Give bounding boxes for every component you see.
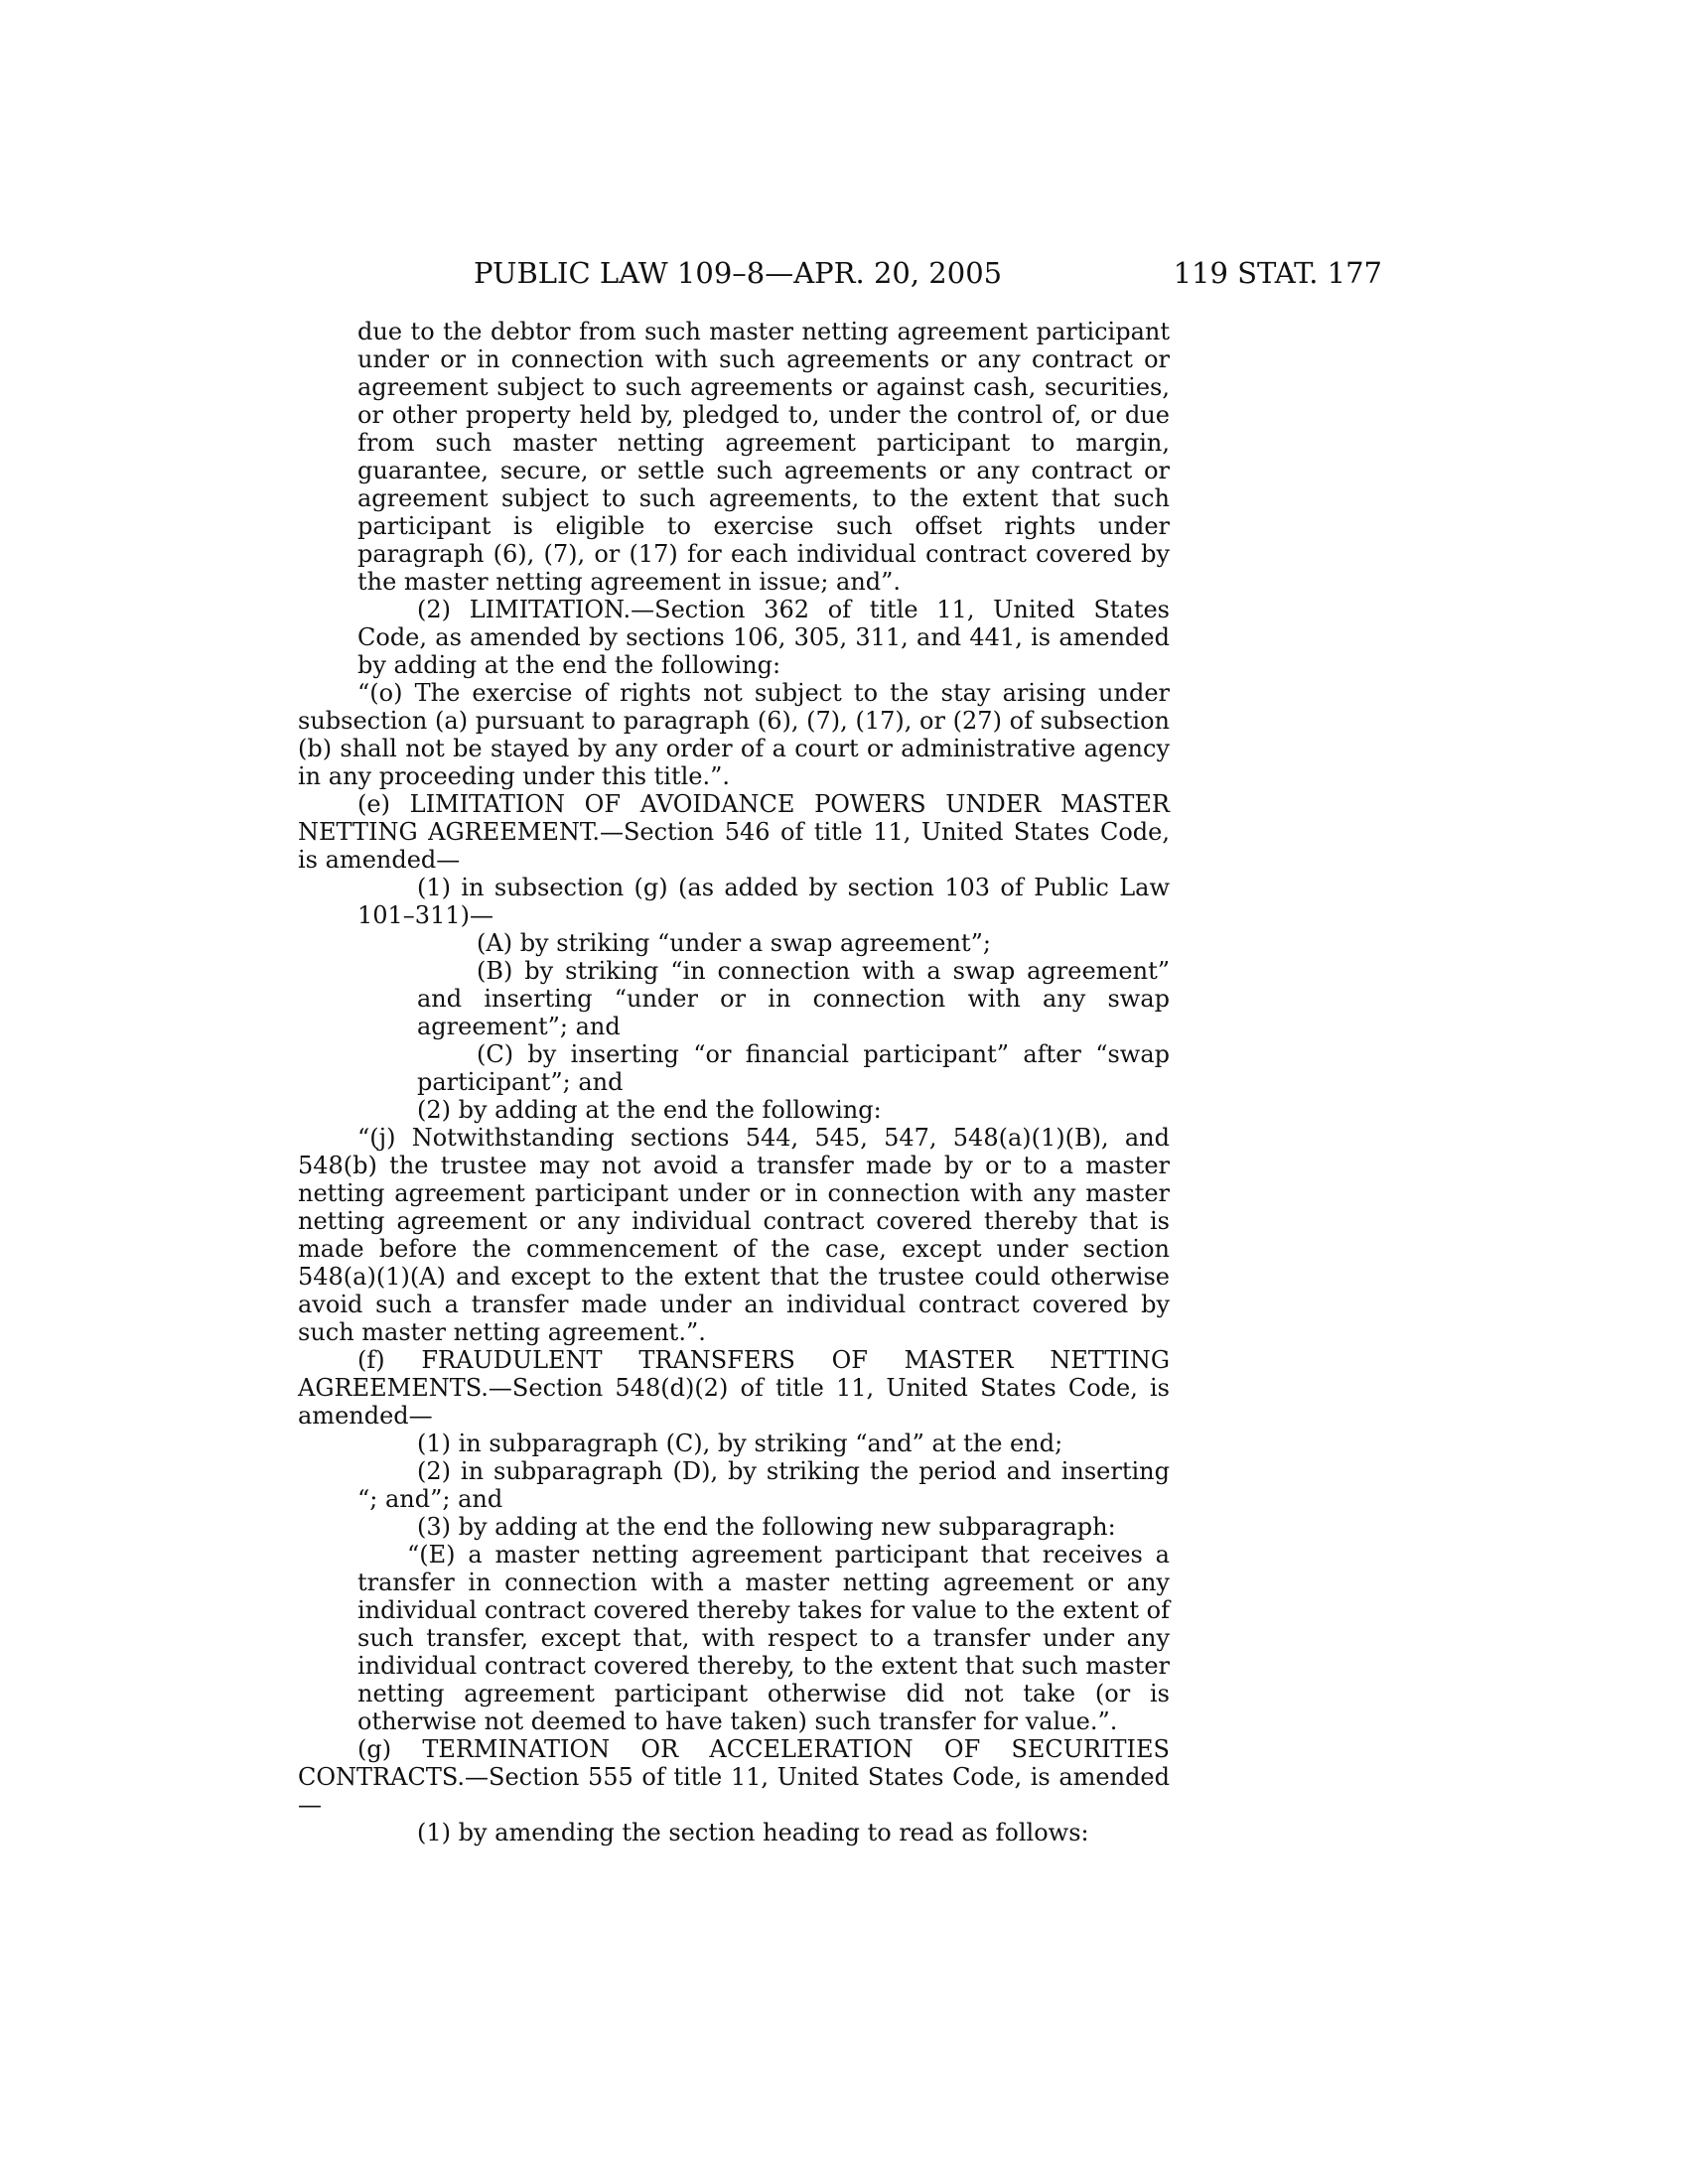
paragraph-f-1: (1) in subparagraph (C), by striking “and” at the end; (417, 1430, 1063, 1457)
document-body (298, 318, 1170, 1846)
paragraph-section-f: (f) FRAUDULENT TRANSFERS OF MASTER NETTING AGREEMENTS.—Section 548(d)(2) of title 11, United States Code, is amended— (298, 1346, 1170, 1430)
paragraph-quoted-j: “(j) Notwithstanding sections 544, 545, 547, 548(a)(1)(B), and 548(b) the trustee may not avoid a transfer made by or to a master netting agreement participant under or in connection with any master netting agreement or any individual contract covered thereby that is made before the commencement of the case, except under section 548(a)(1)(A) and except to the extent that the trustee could otherwise avoid such a transfer made under an individual contract covered by such master netting agreement.”. (298, 1124, 1170, 1346)
paragraph-section-g: (g) TERMINATION OR ACCELERATION OF SECURITIES CONTRACTS.—Section 555 of title 11, United States Code, is amended— (298, 1735, 1170, 1819)
paragraph-section-e: (e) LIMITATION OF AVOIDANCE POWERS UNDER MASTER NETTING AGREEMENT.—Section 546 of title 11, United States Code, is amended— (298, 790, 1170, 874)
paragraph-quoted-E: “(E) a master netting agreement participant that receives a transfer in connection with a master netting agreement or any individual contract covered thereby takes for value to the extent of such transfer, except that, with respect to a transfer under any individual contract covered thereby, to the extent that such master netting agreement participant otherwise did not take (or is otherwise not deemed to have taken) such transfer for value.”. (357, 1541, 1170, 1735)
paragraph-quoted-o: “(o) The exercise of rights not subject to the stay arising under subsection (a) pursuant to paragraph (6), (7), (17), or (27) of subsection (b) shall not be stayed by any order of a court or administrative agency in any proceeding under this title.”. (298, 679, 1170, 790)
paragraph-e-1-C: (C) by inserting “or financial participant” after “swap participant”; and (417, 1040, 1170, 1096)
paragraph-f-3: (3) by adding at the end the following new subparagraph: (417, 1513, 1116, 1541)
running-head-title: PUBLIC LAW 109–8—APR. 20, 2005 (474, 256, 1003, 290)
paragraph-limitation: (2) LIMITATION.—Section 362 of title 11, United States Code, as amended by sections 106, 305, 311, and 441, is amended by adding at the end the following: (357, 596, 1170, 679)
paragraph-continuation: due to the debtor from such master netting agreement participant under or in connection with such agreements or any contract or agreement subject to such agreements or against cash, securities, or other property held by, pledged to, under the control of, or due from such master netting agreement participant to margin, guarantee, secure, or settle such agreements or any contract or agreement subject to such agreements, to the extent that such participant is eligible to exercise such offset rights under paragraph (6), (7), or (17) for each individual contract covered by the master netting agreement in issue; and”. (357, 318, 1170, 596)
paragraph-e-1: (1) in subsection (g) (as added by section 103 of Public Law 101–311)— (357, 874, 1170, 929)
page-number: 119 STAT. 177 (1173, 256, 1382, 290)
paragraph-f-2: (2) in subparagraph (D), by striking the period and inserting “; and”; and (357, 1457, 1170, 1513)
paragraph-e-1-B: (B) by striking “in connection with a swap agreement” and inserting “under or in connection with any swap agreement”; and (417, 957, 1170, 1040)
paragraph-e-2: (2) by adding at the end the following: (417, 1096, 882, 1124)
page-header (298, 256, 1382, 296)
paragraph-g-1: (1) by amending the section heading to read as follows: (417, 1819, 1089, 1846)
paragraph-e-1-A: (A) by striking “under a swap agreement”; (477, 929, 991, 957)
